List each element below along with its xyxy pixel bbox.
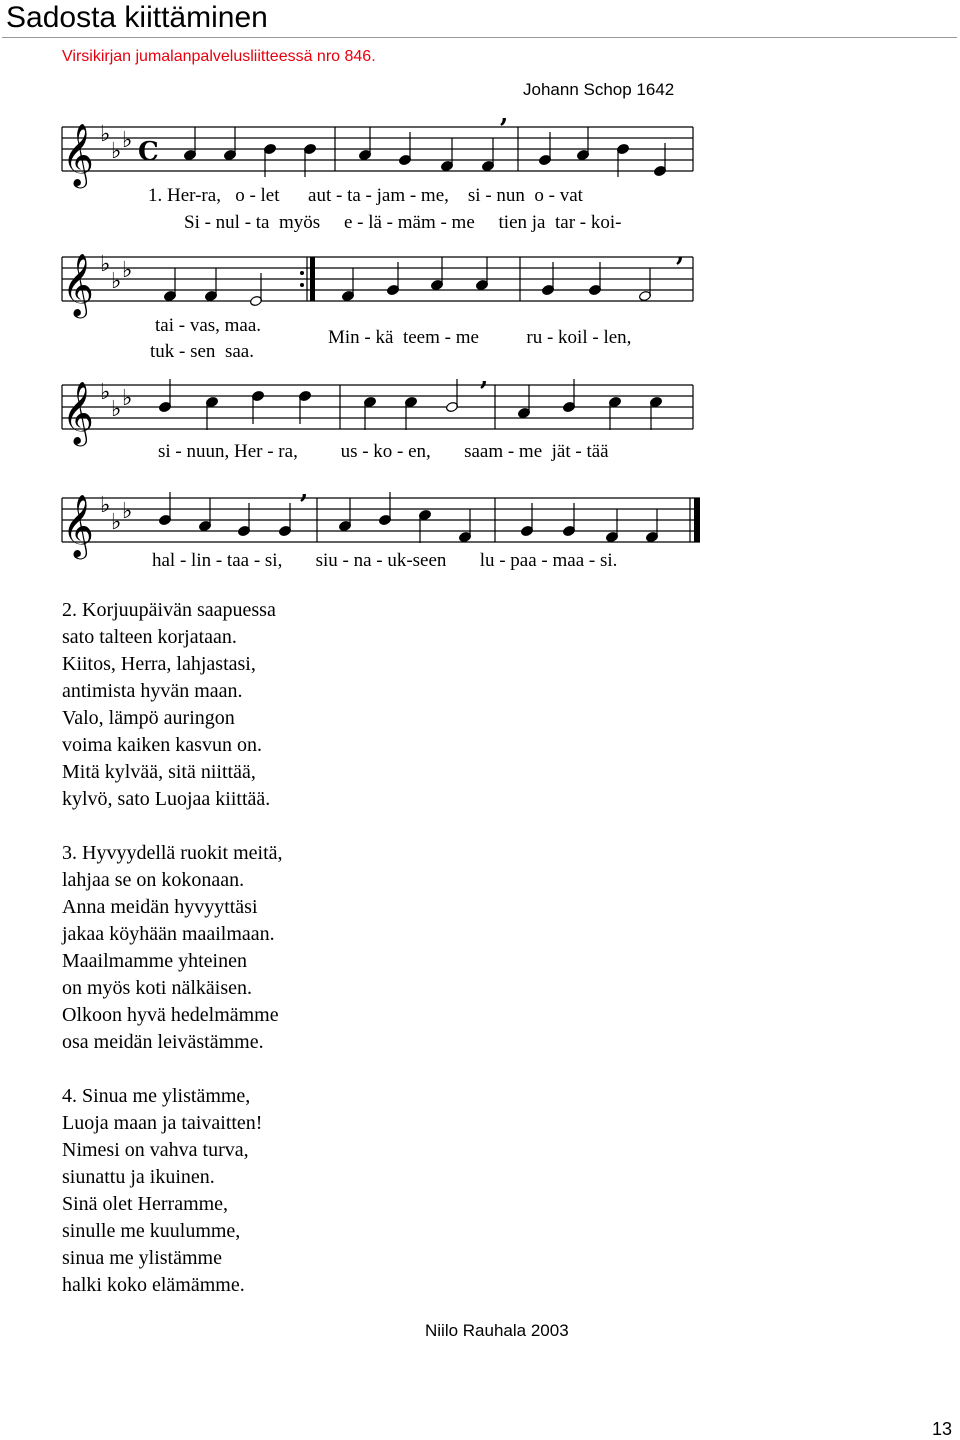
lyricist-credit: Niilo Rauhala 2003 (425, 1321, 569, 1340)
verse-line: sato talteen korjataan. (62, 626, 237, 648)
flat-icon: ♭ (122, 386, 133, 411)
verse-line: Anna meidän hyvyyttäsi (62, 896, 258, 918)
flat-icon: ♭ (100, 122, 111, 147)
verse-4 (62, 1083, 283, 1299)
composer-credit: Johann Schop 1642 (523, 80, 675, 99)
verse-line: 2. Korjuupäivän saapuessa (62, 599, 276, 621)
flat-icon: ♭ (111, 269, 122, 294)
verse-line: on myös koti nälkäisen. (62, 977, 252, 999)
verse-line: Kiitos, Herra, lahjastasi, (62, 653, 256, 675)
subtitle: Virsikirjan jumalanpalvelusliitteessä nro 846. (62, 48, 376, 65)
verse-line: Nimesi on vahva turva, (62, 1139, 249, 1161)
verse-line: 4. Sinua me ylistämme, (62, 1085, 251, 1107)
verse-line: Luoja maan ja taivaitten! (62, 1112, 263, 1134)
verse-line: Olkoon hyvä hedelmämme (62, 1004, 279, 1026)
flat-icon: ♭ (111, 510, 122, 535)
lyric-line: tai - vas, maa. (155, 315, 262, 336)
page-title: Sadosta kiittäminen (6, 1, 268, 34)
verse-line: kylvö, sato Luojaa kiittää. (62, 788, 271, 810)
lyric-line: Min - kä teem - me ru - koil - len, (328, 327, 632, 348)
flat-icon: ♭ (111, 139, 122, 164)
lyric-line: Si - nul - ta myös e - lä - mäm - me tien ja tar - koi- (184, 212, 622, 233)
flat-icon: ♭ (100, 252, 111, 277)
flat-icon: ♭ (122, 499, 133, 524)
verse-line: halki koko elämämme. (62, 1274, 245, 1296)
time-signature: C (138, 137, 159, 167)
verse-line: voima kaiken kasvun on. (62, 734, 262, 756)
treble-clef-icon: 𝄞 (62, 253, 94, 316)
breath-mark-icon: , (480, 362, 489, 391)
verse-line: Maailmamme yhteinen (62, 950, 247, 972)
verse-line: lahjaa se on kokonaan. (62, 869, 245, 891)
verse-line: Sinä olet Herramme, (62, 1193, 229, 1215)
music-staff-2 (0, 235, 960, 325)
breath-mark-icon: , (300, 475, 309, 504)
flat-icon: ♭ (122, 128, 133, 153)
lyric-line: 1. Her-ra, o - let aut - ta - jam - me, si - nun o - vat (148, 185, 583, 206)
verse-line: Mitä kylvää, sitä niittää, (62, 761, 256, 783)
lyric-line: si - nuun, Her - ra, us - ko - en, saam - me jät - tää (158, 441, 609, 462)
treble-clef-icon: 𝄞 (62, 381, 94, 444)
final-barline (694, 498, 700, 542)
treble-clef-icon: 𝄞 (62, 494, 94, 557)
flat-icon: ♭ (100, 493, 111, 518)
verse-2 (62, 597, 283, 813)
flat-icon: ♭ (122, 258, 133, 283)
lyric-line: tuk - sen saa. (150, 341, 254, 362)
breath-mark-icon: , (500, 99, 509, 128)
verse-line: jakaa köyhään maailmaan. (62, 923, 275, 945)
verse-line: antimista hyvän maan. (62, 680, 243, 702)
breath-mark-icon: , (676, 238, 685, 267)
verse-3 (62, 840, 283, 1056)
verse-line: siunattu ja ikuinen. (62, 1166, 215, 1188)
verse-line: sinulle me kuulumme, (62, 1220, 241, 1242)
verse-line: sinua me ylistämme (62, 1247, 222, 1269)
page-number: 13 (931, 1419, 952, 1439)
flat-icon: ♭ (111, 397, 122, 422)
music-staff-1 (0, 100, 960, 190)
verse-line: 3. Hyvyydellä ruokit meitä, (62, 842, 283, 864)
flat-icon: ♭ (100, 380, 111, 405)
treble-clef-icon: 𝄞 (62, 123, 94, 186)
verse-line: osa meidän leivästämme. (62, 1031, 264, 1053)
verses (62, 597, 283, 1326)
title-divider (2, 37, 957, 38)
lyric-line: hal - lin - taa - si, siu - na - uk-seen lu - paa - maa - si. (152, 550, 618, 571)
verse-line: Valo, lämpö auringon (62, 707, 235, 729)
